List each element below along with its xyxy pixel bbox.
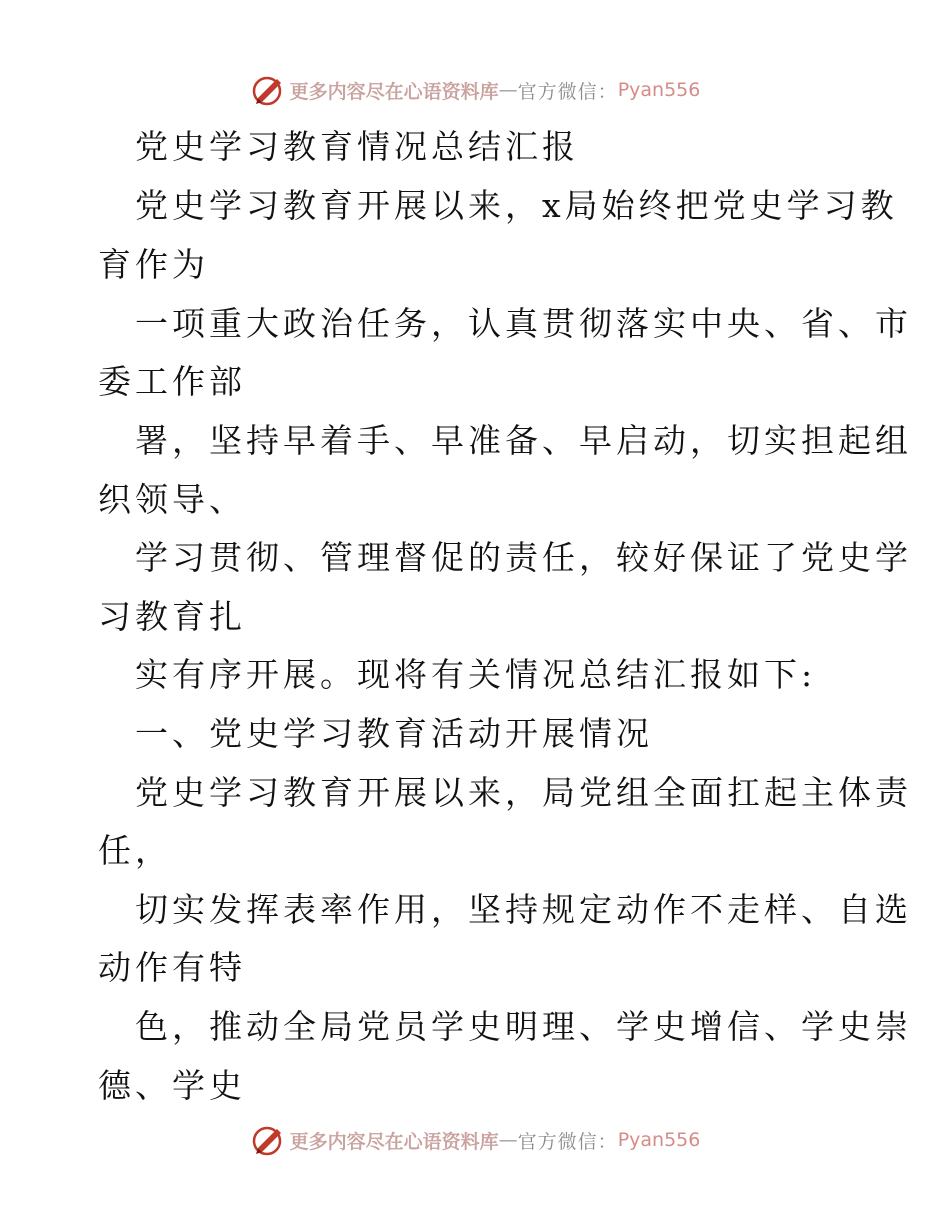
wechat-id: Pyan556 [617,1129,701,1151]
banner-separator: — [498,79,518,101]
footer-watermark [0,1120,950,1160]
paragraph-line: 切实发挥表率作用，坚持规定动作不走样、自选 [135,890,912,929]
paragraph-line: 学习贯彻、管理督促的责任，较好保证了党史学 [135,538,912,577]
paragraph-line: 委工作部 [98,362,246,401]
wechat-label: 官方微信： [517,80,618,103]
paragraph-line: 习教育扎 [98,597,246,636]
brand-text: 更多内容尽在心语资料库 [289,1130,499,1153]
paragraph-line: 动作有特 [98,948,246,987]
paragraph-line: 织领导、 [98,480,246,519]
paragraph-line: 实有序开展。现将有关情况总结汇报如下: [135,655,817,694]
paragraph-line: 一项重大政治任务，认真贯彻落实中央、省、市 [135,304,912,343]
paragraph-line: 德、学史 [98,1066,246,1105]
wechat-label: 官方微信： [517,1130,618,1153]
paragraph-line: 署，坚持早着手、早准备、早启动，切实担起组 [135,421,912,460]
paragraph-line: 色，推动全局党员学史明理、学史增信、学史崇 [135,1007,912,1046]
paragraph-line: 育作为 [98,245,209,284]
banner-separator: — [498,1129,518,1151]
header-watermark [0,70,950,110]
document-title: 党史学习教育情况总结汇报 [135,127,579,166]
paragraph-line: 任， [98,831,172,870]
wechat-id: Pyan556 [617,79,701,101]
pen-logo-icon [250,72,286,108]
section-heading: 一、党史学习教育活动开展情况 [135,714,653,753]
pen-logo-icon [250,1122,286,1158]
brand-text: 更多内容尽在心语资料库 [289,80,499,103]
paragraph-line: 党史学习教育开展以来，x局始终把党史学习教 [135,186,898,225]
paragraph-line: 党史学习教育开展以来，局党组全面扛起主体责 [135,773,912,812]
